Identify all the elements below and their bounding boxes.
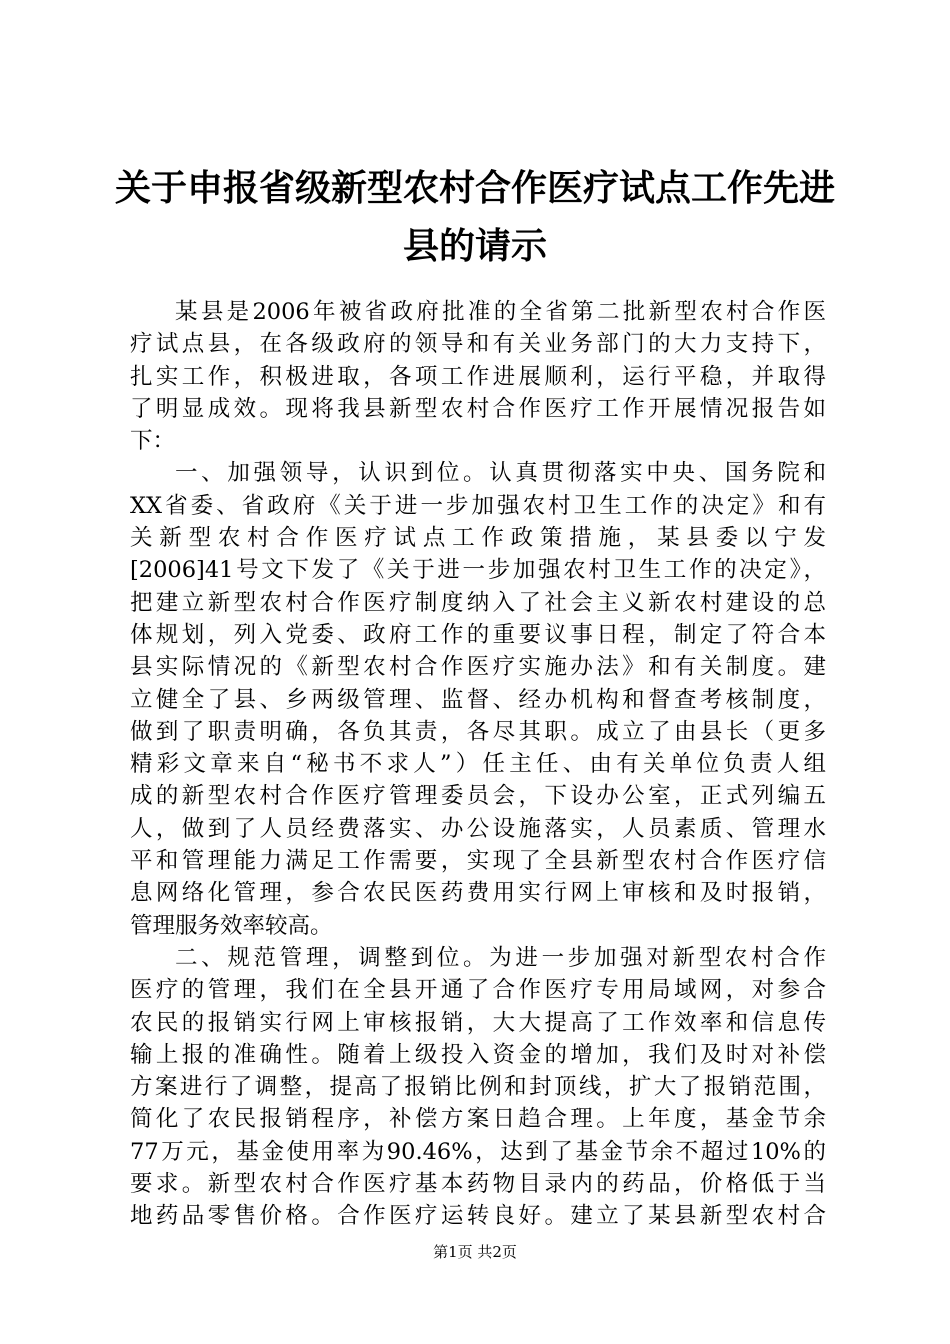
text-line: 人，做到了人员经费落实、办公设施落实，人员素质、管理水 bbox=[130, 815, 826, 842]
document-title bbox=[110, 160, 840, 276]
text-line: 关新型农村合作医疗试点工作政策措施，某县委以宁发 bbox=[130, 525, 826, 552]
text-line: 把建立新型农村合作医疗制度纳入了社会主义新农村建设的总 bbox=[130, 589, 826, 616]
text-line: 管理服务效率较高。 bbox=[130, 912, 333, 939]
text-line: 扎实工作，积极进取，各项工作进展顺利，运行平稳，并取得 bbox=[130, 363, 826, 390]
text-line: 农民的报销实行网上审核报销，大大提高了工作效率和信息传 bbox=[130, 1009, 826, 1036]
text-line: 做到了职责明确，各负其责，各尽其职。成立了由县长（更多 bbox=[130, 718, 826, 745]
text-line: 77万元，基金使用率为90.46%，达到了基金节余不超过10%的 bbox=[130, 1138, 826, 1165]
text-line: 平和管理能力满足工作需要，实现了全县新型农村合作医疗信 bbox=[130, 848, 826, 875]
text-line: 要求。新型农村合作医疗基本药物目录内的药品，价格低于当 bbox=[130, 1171, 826, 1198]
text-line: 县实际情况的《新型农村合作医疗实施办法》和有关制度。建 bbox=[130, 654, 826, 681]
text-line: 息网络化管理，参合农民医药费用实行网上审核和及时报销， bbox=[130, 880, 826, 907]
text-line: 医疗的管理，我们在全县开通了合作医疗专用局域网，对参合 bbox=[130, 977, 826, 1004]
text-line: 精彩文章来自“秘书不求人”）任主任、由有关单位负责人组 bbox=[130, 751, 826, 778]
page-footer: 第1页 共2页 bbox=[433, 1243, 517, 1261]
text-line: XX省委、省政府《关于进一步加强农村卫生工作的决定》和有 bbox=[130, 492, 826, 519]
text-line: 地药品零售价格。合作医疗运转良好。建立了某县新型农村合 bbox=[130, 1203, 826, 1230]
text-line: 立健全了县、乡两级管理、监督、经办机构和督查考核制度， bbox=[130, 686, 826, 713]
text-line: 方案进行了调整，提高了报销比例和封顶线，扩大了报销范围， bbox=[130, 1074, 826, 1101]
text-line: 成的新型农村合作医疗管理委员会，下设办公室，正式列编五 bbox=[130, 783, 826, 810]
text-line: 了明显成效。现将我县新型农村合作医疗工作开展情况报告如 bbox=[130, 395, 826, 422]
text-line: 体规划，列入党委、政府工作的重要议事日程，制定了符合本 bbox=[130, 621, 826, 648]
paragraph-management bbox=[130, 942, 826, 1233]
document-body bbox=[130, 296, 826, 1233]
text-line: 疗试点县，在各级政府的领导和有关业务部门的大力支持下， bbox=[130, 331, 826, 358]
paragraph-intro bbox=[130, 296, 826, 457]
text-line: 某县是2006年被省政府批准的全省第二批新型农村合作医 bbox=[175, 299, 826, 325]
paragraph-leadership bbox=[130, 457, 826, 941]
text-line: 简化了农民报销程序，补偿方案日趋合理。上年度，基金节余 bbox=[130, 1106, 826, 1133]
text-line: [2006]41号文下发了《关于进一步加强农村卫生工作的决定》， bbox=[130, 557, 826, 584]
text-line: 下： bbox=[130, 428, 176, 455]
title-line: 县的请示 bbox=[402, 226, 547, 267]
title-line: 关于申报省级新型农村合作医疗试点工作先进 bbox=[114, 168, 835, 209]
text-line: 二、规范管理，调整到位。为进一步加强对新型农村合作 bbox=[175, 944, 826, 971]
text-line: 输上报的准确性。随着上级投入资金的增加，我们及时对补偿 bbox=[130, 1041, 826, 1068]
text-line: 一、加强领导，认识到位。认真贯彻落实中央、国务院和 bbox=[175, 460, 826, 487]
